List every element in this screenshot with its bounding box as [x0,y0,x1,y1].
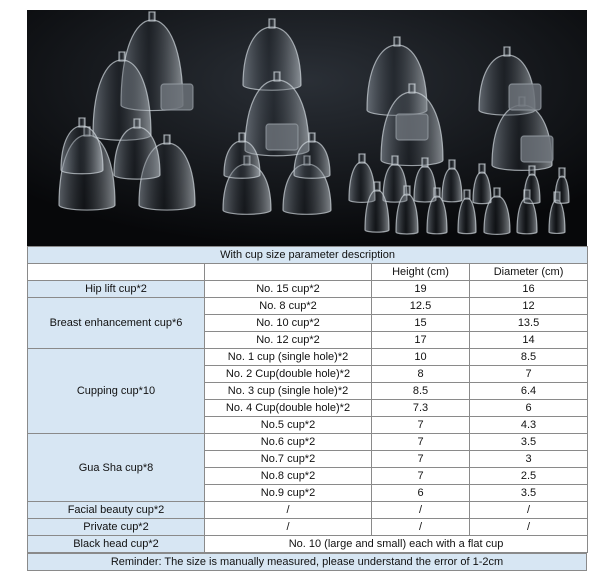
cup-nozzle-shape [79,118,85,127]
cup-nozzle-shape [449,160,455,169]
header-blank [28,264,205,281]
cup-diameter: 6 [470,400,588,417]
category-gua-sha: Gua Sha cup*8 [28,434,205,502]
valve-box-shape [161,84,193,110]
table-row [28,502,588,519]
category-private: Private cup*2 [28,519,205,536]
cup-diameter: 3 [470,451,588,468]
cup-name: No. 10 cup*2 [205,315,372,332]
category-facial-beauty: Facial beauty cup*2 [28,502,205,519]
table-row [28,281,588,298]
cup-diameter: 2.5 [470,468,588,485]
cup-name: No. 12 cup*2 [205,332,372,349]
cup-height: 7 [372,468,470,485]
header-name [205,264,372,281]
cup-name: No. 8 cup*2 [205,298,372,315]
cups-illustration [27,10,587,246]
cup-name: / [205,519,372,536]
cup-diameter: 3.5 [470,434,588,451]
table-row [28,434,588,451]
cup-nozzle-shape [374,182,380,191]
cup-nozzle-shape [164,135,170,144]
table-row [28,298,588,315]
cup-nozzle-shape [239,133,245,142]
cup-nozzle-shape [134,119,140,128]
cup-diameter: 14 [470,332,588,349]
cup-height: 7 [372,434,470,451]
header-diameter: Diameter (cm) [470,264,588,281]
cup-name: No.8 cup*2 [205,468,372,485]
reminder-note: Reminder: The size is manually measured, please understand the error of 1-2cm [27,553,587,571]
cup-diameter: 8.5 [470,349,588,366]
cup-nozzle-shape [434,188,440,197]
cup-nozzle-shape [274,72,280,81]
cup-height: 12.5 [372,298,470,315]
cup-name: No. 15 cup*2 [205,281,372,298]
cup-name: No. 3 cup (single hole)*2 [205,383,372,400]
cup-diameter: 16 [470,281,588,298]
cup-name: No.7 cup*2 [205,451,372,468]
valve-box-shape [396,114,428,140]
header-height: Height (cm) [372,264,470,281]
product-photo [27,10,587,246]
valve-box-shape [509,84,541,110]
cup-nozzle-shape [394,37,400,46]
cup-height: 17 [372,332,470,349]
cup-name: No. 2 Cup(double hole)*2 [205,366,372,383]
cup-nozzle-shape [529,166,535,175]
cup-diameter: 7 [470,366,588,383]
cup-nozzle-shape [119,52,125,61]
cup-diameter: 13.5 [470,315,588,332]
cup-diameter: 6.4 [470,383,588,400]
cup-height: 8.5 [372,383,470,400]
cup-height: / [372,502,470,519]
cup-height: 19 [372,281,470,298]
cup-diameter: 3.5 [470,485,588,502]
cup-nozzle-shape [494,188,500,197]
cup-diameter: / [470,502,588,519]
cup-nozzle-shape [309,133,315,142]
cup-size-table [27,246,588,553]
cup-diameter: / [470,519,588,536]
cup-name: No.6 cup*2 [205,434,372,451]
table-row [28,519,588,536]
table-row [28,349,588,366]
cup-height: 15 [372,315,470,332]
cup-nozzle-shape [479,164,485,173]
cup-nozzle-shape [392,156,398,165]
cup-nozzle-shape [269,19,275,28]
black-head-note: No. 10 (large and small) each with a flat cup [205,536,588,553]
cup-name: No. 4 Cup(double hole)*2 [205,400,372,417]
cup-diameter: 4.3 [470,417,588,434]
table-row [28,536,588,553]
category-hip-lift: Hip lift cup*2 [28,281,205,298]
cup-height: / [372,519,470,536]
cup-height: 10 [372,349,470,366]
cup-name: / [205,502,372,519]
valve-box-shape [521,136,553,162]
category-breast-enhancement: Breast enhancement cup*6 [28,298,205,349]
cup-nozzle-shape [409,84,415,93]
cup-height: 7 [372,417,470,434]
cup-height: 6 [372,485,470,502]
category-black-head: Black head cup*2 [28,536,205,553]
cup-name: No.5 cup*2 [205,417,372,434]
cup-height: 7 [372,451,470,468]
table-title: With cup size parameter description [28,247,588,264]
cup-nozzle-shape [559,168,565,177]
cup-nozzle-shape [464,190,470,199]
valve-box-shape [266,124,298,150]
cup-nozzle-shape [422,158,428,167]
category-cupping: Cupping cup*10 [28,349,205,434]
cup-nozzle-shape [504,47,510,56]
cup-nozzle-shape [404,186,410,195]
cup-name: No. 1 cup (single hole)*2 [205,349,372,366]
cup-nozzle-shape [359,154,365,163]
cup-diameter: 12 [470,298,588,315]
cup-name: No.9 cup*2 [205,485,372,502]
cup-height: 8 [372,366,470,383]
cup-nozzle-shape [149,12,155,21]
cup-height: 7.3 [372,400,470,417]
